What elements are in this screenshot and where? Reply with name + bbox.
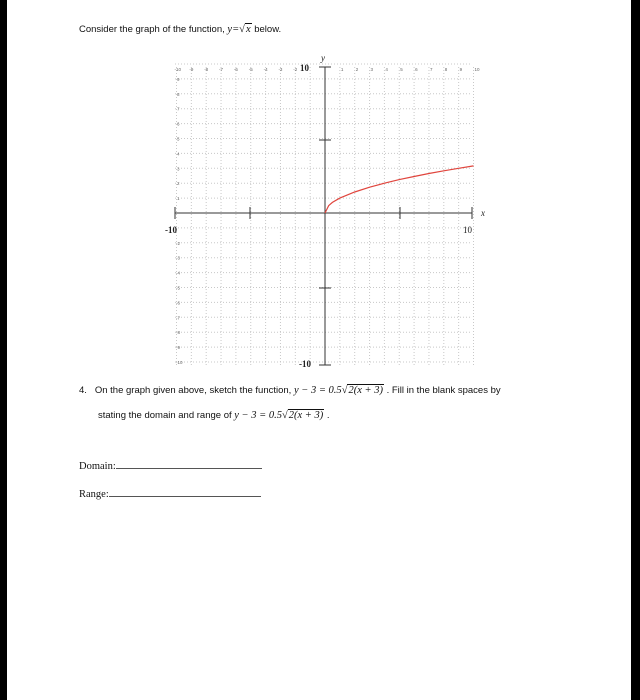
faint-top-label: -10 [174, 67, 182, 72]
fn-radicand: x [245, 24, 251, 35]
faint-left-label: 5 [177, 136, 180, 142]
fn-eq: = [232, 24, 240, 35]
faint-top-right-label: 1 [340, 67, 344, 72]
question-formula [294, 384, 387, 396]
question-4-line2 [98, 410, 330, 421]
grid-lines [175, 64, 474, 365]
intro-before: Consider the graph of the function, [79, 24, 225, 35]
worksheet-page [7, 0, 631, 700]
faint-left-label: -7 [176, 315, 181, 321]
question-line2-text: stating the domain and range of [98, 410, 232, 421]
faint-top-label: -9 [189, 67, 194, 72]
sqrt-sign: √ [239, 24, 245, 35]
range-row [79, 486, 261, 500]
eq-radicand: 2(x + 3) [348, 385, 383, 396]
faint-top-right-label: 7 [429, 67, 433, 72]
faint-left-label: -5 [176, 285, 181, 291]
faint-top-label: -4 [263, 67, 268, 72]
faint-left-label: -3 [176, 255, 181, 261]
faint-left-label: 6 [177, 121, 180, 127]
intro-after: below. [254, 24, 282, 35]
faint-left-label: -10 [176, 360, 183, 365]
function-formula [227, 23, 254, 35]
question-formula-2 [234, 409, 327, 421]
faint-left-label: -2 [176, 240, 181, 246]
faint-top-right-label: 9 [459, 67, 463, 72]
faint-top-label: -7 [219, 67, 224, 72]
faint-left-label: 9 [177, 76, 180, 82]
question-line2-end: . [326, 410, 330, 421]
question-text1: On the graph given above, sketch the function, [94, 385, 292, 396]
x-label-10: 10 [463, 225, 472, 235]
y-label-neg10: -10 [299, 359, 311, 369]
faint-left-label: 8 [177, 91, 180, 97]
faint-left-label: 1 [177, 196, 180, 202]
faint-left-label: -4 [176, 270, 181, 276]
faint-top-label: -5 [248, 67, 253, 72]
x-label-neg10: -10 [165, 225, 177, 235]
domain-label: Domain: [79, 461, 116, 472]
faint-left-label: 4 [177, 151, 180, 157]
faint-left-label: -6 [176, 300, 181, 306]
faint-top-label: -2 [293, 67, 298, 72]
faint-top-label: -8 [204, 67, 209, 72]
range-blank[interactable] [109, 486, 261, 497]
question-4-line1 [79, 385, 501, 396]
faint-top-right-label: 5 [400, 67, 403, 72]
domain-row [79, 458, 262, 472]
faint-top-right-label: 6 [415, 67, 418, 72]
question-number: 4. [79, 385, 87, 396]
faint-left-label: 2 [177, 181, 180, 187]
sqrt-sign: √ [281, 410, 288, 421]
faint-top-label: -3 [278, 67, 283, 72]
faint-left-label: 7 [177, 106, 180, 112]
faint-left-label: 3 [177, 166, 180, 172]
faint-tick-labels [175, 67, 481, 365]
question-text2: . Fill in the blank spaces by [386, 385, 501, 396]
range-label: Range: [79, 489, 109, 500]
fn-lhs: y [227, 24, 233, 35]
y-axis-label: y [321, 55, 325, 63]
y-label-10: 10 [300, 63, 309, 73]
faint-left-label: -9 [176, 345, 181, 351]
faint-top-label: -6 [233, 67, 238, 72]
intro-text [79, 24, 281, 35]
sqrt-sign: √ [341, 385, 348, 396]
faint-top-right-label: 4 [385, 67, 388, 72]
eq-lhs-2: y − 3 = 0.5 [234, 410, 282, 421]
eq-radicand-2: 2(x + 3) [288, 410, 324, 421]
faint-left-label: -8 [176, 330, 181, 336]
domain-blank[interactable] [116, 458, 262, 469]
faint-top-right-label: 8 [444, 67, 448, 72]
x-axis-label: x [481, 208, 485, 218]
faint-top-right-label: 2 [355, 67, 359, 72]
faint-top-right-label: 10 [474, 67, 480, 72]
eq-lhs: y − 3 = 0.5 [293, 385, 342, 396]
faint-top-right-label: 3 [370, 67, 374, 72]
coordinate-graph [157, 55, 487, 370]
